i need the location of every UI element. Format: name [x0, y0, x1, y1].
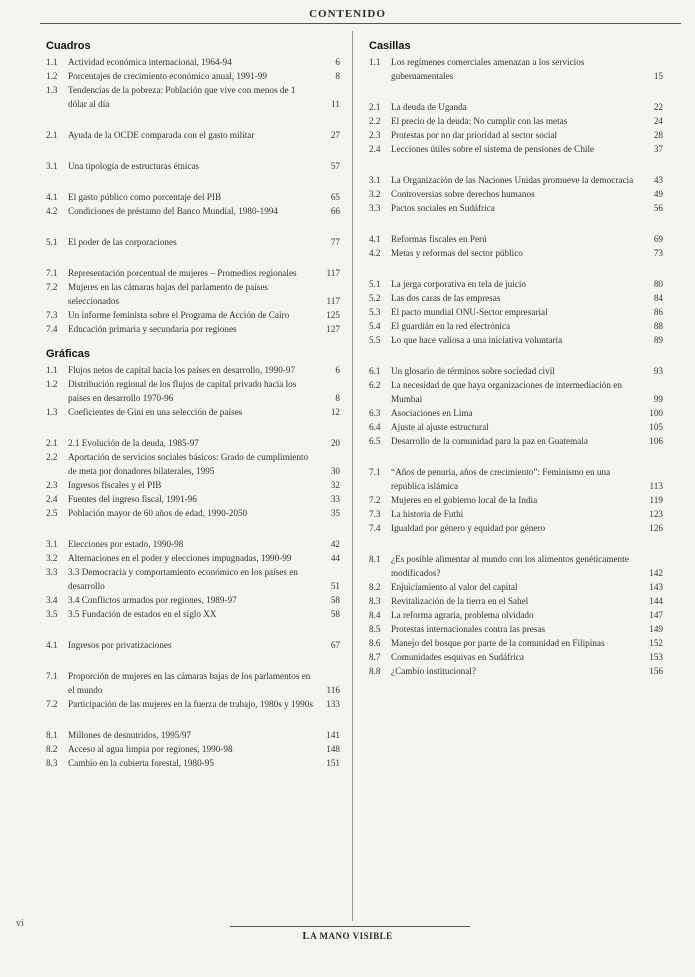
entry-number: 6.2 — [369, 380, 381, 390]
entry-title: El pacto mundial ONU-Sector empresarial — [391, 307, 548, 317]
toc-entry[interactable] — [369, 493, 665, 507]
section-casillas — [369, 55, 665, 678]
entry-number: 7.2 — [46, 699, 58, 709]
entry-title: Distribución regional de los flujos de capital privado hacia los países en desarrollo 1970-96 — [68, 379, 297, 403]
group-spacer — [46, 111, 342, 128]
entry-page: 88 — [653, 321, 663, 331]
toc-entry[interactable] — [369, 333, 665, 347]
entry-title: La jerga corporativa en tela de juicio — [391, 279, 527, 289]
toc-entry[interactable] — [369, 521, 665, 535]
toc-entry[interactable] — [369, 291, 665, 305]
toc-entry[interactable] — [46, 450, 342, 478]
entry-page: 119 — [649, 495, 663, 505]
toc-entry[interactable] — [369, 187, 665, 201]
entry-title: Proporción de mujeres en las cámaras bajas de los parlamentos en el mundo — [68, 671, 311, 695]
entry-title: Educación primaria y secundaria por regiones — [68, 324, 237, 334]
entry-number: 2.1 — [46, 130, 58, 140]
group-spacer — [46, 621, 342, 638]
entry-title: Protestas por no dar prioridad al sector social — [391, 130, 558, 140]
toc-entry[interactable] — [46, 728, 342, 742]
entry-page: 12 — [330, 407, 340, 417]
entry-page: 80 — [653, 279, 663, 289]
entry-number: 2.1 — [46, 438, 58, 448]
entry-page: 127 — [326, 324, 340, 334]
entry-title: Enjuiciamiento al valor del capital — [391, 582, 518, 592]
entry-number: 3.2 — [46, 553, 58, 563]
toc-entry[interactable] — [46, 308, 342, 322]
section-graficas — [46, 363, 342, 770]
entry-page: 84 — [653, 293, 663, 303]
entry-title: El guardián en la red electrónica — [391, 321, 511, 331]
entry-page: 142 — [649, 568, 663, 578]
toc-entry[interactable] — [46, 436, 342, 450]
toc-entry[interactable] — [46, 377, 342, 405]
toc-entry[interactable] — [46, 322, 342, 336]
entry-page: 32 — [330, 480, 340, 490]
entry-page: 73 — [653, 248, 663, 258]
entry-page: 22 — [653, 102, 663, 112]
entry-page: 15 — [653, 71, 663, 81]
toc-entry[interactable] — [369, 55, 665, 83]
entry-title: La reforma agraria, problema olvidado — [391, 610, 534, 620]
entry-title: Asociaciones en Lima — [391, 408, 473, 418]
entry-title: Desarrollo de la comunidad para la paz en Guatemala — [391, 436, 588, 446]
entry-title: Cambio en la cubierta forestal, 1980-95 — [68, 758, 214, 768]
toc-entry[interactable] — [46, 697, 342, 711]
entry-title: La Organización de las Naciones Unidas promueve la democracia — [391, 175, 634, 185]
toc-entry[interactable] — [46, 742, 342, 756]
section-title-casillas: Casillas — [369, 40, 411, 52]
entry-number: 8.2 — [46, 744, 58, 754]
entry-title: Participación de las mujeres en la fuerza de trabajo, 1980s y 1990s — [68, 699, 313, 709]
entry-title: Controversias sobre derechos humanos — [391, 189, 535, 199]
entry-number: 2.4 — [46, 494, 58, 504]
entry-page: 153 — [649, 652, 663, 662]
section-title-cuadros: Cuadros — [46, 40, 91, 52]
entry-page: 8 — [335, 71, 340, 81]
entry-title: El poder de las corporaciones — [68, 237, 177, 247]
toc-entry[interactable] — [369, 100, 665, 114]
toc-entry[interactable] — [369, 201, 665, 215]
toc-entry[interactable] — [46, 55, 342, 69]
section-cuadros — [46, 55, 342, 336]
entry-page: 113 — [649, 481, 663, 491]
entry-title: Aportación de servicios sociales básicos: Grado de cumplimiento de meta por donadores bilaterales, 1995 — [68, 452, 309, 476]
entry-title: Metas y reformas del sector público — [391, 248, 523, 258]
entry-page: 143 — [649, 582, 663, 592]
entry-title: Una tipología de estructuras étnicas — [68, 161, 200, 171]
entry-number: 2.1 — [369, 102, 381, 112]
entry-page: 20 — [330, 438, 340, 448]
toc-entry[interactable] — [369, 552, 665, 580]
toc-entry[interactable] — [369, 580, 665, 594]
entry-page: 105 — [649, 422, 663, 432]
entry-number: 3.1 — [369, 175, 381, 185]
entry-page: 33 — [330, 494, 340, 504]
entry-number: 5.5 — [369, 335, 381, 345]
toc-entry[interactable] — [369, 507, 665, 521]
entry-title: ¿Cambio institucional? — [391, 666, 476, 676]
entry-page: 6 — [335, 365, 340, 375]
entry-number: 3.3 — [46, 567, 58, 577]
entry-number: 7.4 — [46, 324, 58, 334]
entry-number: 7.2 — [369, 495, 381, 505]
entry-number: 5.2 — [369, 293, 381, 303]
entry-page: 37 — [653, 144, 663, 154]
entry-title: El gasto público como porcentaje del PIB — [68, 192, 222, 202]
entry-page: 117 — [326, 268, 340, 278]
entry-title: Igualdad por género y equidad por género — [391, 523, 546, 533]
entry-title: Representación porcentual de mujeres – Promedios regionales — [68, 268, 297, 278]
entry-number: 1.3 — [46, 85, 58, 95]
entry-title: La historia de Futhi — [391, 509, 464, 519]
entry-number: 6.3 — [369, 408, 381, 418]
entry-number: 8.5 — [369, 624, 381, 634]
entry-title: Reformas fiscales en Perú — [391, 234, 487, 244]
entry-number: 5.4 — [369, 321, 381, 331]
entry-page: 149 — [649, 624, 663, 634]
group-spacer — [46, 173, 342, 190]
entry-title: Alternaciones en el poder y elecciones impugnadas, 1990-99 — [68, 553, 292, 563]
entry-page: 77 — [330, 237, 340, 247]
toc-entry[interactable] — [46, 190, 342, 204]
entry-number: 8.3 — [46, 758, 58, 768]
toc-entry[interactable] — [369, 232, 665, 246]
entry-number: 7.4 — [369, 523, 381, 533]
entry-page: 93 — [653, 366, 663, 376]
entry-page: 116 — [326, 685, 340, 695]
entry-number: 2.5 — [46, 508, 58, 518]
entry-number: 8.1 — [46, 730, 58, 740]
toc-entry[interactable] — [369, 173, 665, 187]
toc-entry[interactable] — [46, 638, 342, 652]
entry-page: 152 — [649, 638, 663, 648]
running-footer — [0, 930, 695, 942]
entry-page: 148 — [326, 744, 340, 754]
toc-entry[interactable] — [369, 128, 665, 142]
toc-entry[interactable] — [369, 465, 665, 493]
entry-number: 4.1 — [369, 234, 381, 244]
toc-entry[interactable] — [46, 363, 342, 377]
entry-title: Tendencias de la pobreza: Población que vive con menos de 1 dólar al día — [68, 85, 296, 109]
page-folio: vi — [16, 918, 24, 929]
header-rule — [40, 23, 681, 24]
entry-page: 27 — [330, 130, 340, 140]
entry-title: 2.1 Evolución de la deuda, 1985-97 — [68, 438, 199, 448]
entry-number: 1.1 — [46, 365, 58, 375]
toc-entry[interactable] — [46, 669, 342, 697]
toc-entry[interactable] — [369, 594, 665, 608]
entry-title: Protestas internacionales contra las presas — [391, 624, 546, 634]
entry-title: ¿Es posible alimentar al mundo con los alimentos genéticamente modificados? — [391, 554, 629, 578]
group-spacer — [46, 419, 342, 436]
entry-number: 5.1 — [369, 279, 381, 289]
entry-number: 2.2 — [46, 452, 58, 462]
entry-page: 44 — [330, 553, 340, 563]
entry-title: Las dos caras de las empresas — [391, 293, 501, 303]
toc-entry[interactable] — [369, 434, 665, 448]
left-column — [46, 38, 342, 770]
entry-title: Un informe feminista sobre el Programa de Acción de Cairo — [68, 310, 290, 320]
entry-number: 8.3 — [369, 596, 381, 606]
group-spacer — [46, 142, 342, 159]
entry-page: 125 — [326, 310, 340, 320]
entry-number: 2.4 — [369, 144, 381, 154]
entry-number: 1.2 — [46, 379, 58, 389]
toc-entry[interactable] — [46, 405, 342, 419]
entry-number: 7.1 — [46, 268, 58, 278]
entry-number: 8.2 — [369, 582, 381, 592]
toc-entry[interactable] — [46, 266, 342, 280]
toc-entry[interactable] — [46, 565, 342, 593]
entry-title: Revitalización de la tierra en el Sahel — [391, 596, 529, 606]
toc-entry[interactable] — [46, 83, 342, 111]
entry-page: 126 — [649, 523, 663, 533]
entry-number: 1.3 — [46, 407, 58, 417]
toc-entry[interactable] — [46, 235, 342, 249]
group-spacer — [369, 535, 665, 552]
toc-entry[interactable] — [369, 364, 665, 378]
entry-number: 6.4 — [369, 422, 381, 432]
toc-entry[interactable] — [46, 478, 342, 492]
entry-number: 4.1 — [46, 640, 58, 650]
entry-title: Un glosario de términos sobre sociedad civil — [391, 366, 555, 376]
entry-page: 43 — [653, 175, 663, 185]
entry-page: 151 — [326, 758, 340, 768]
footer-title-rest: A MANO VISIBLE — [310, 931, 393, 941]
entry-title: Porcentajes de crecimiento económico anual, 1991-99 — [68, 71, 267, 81]
entry-title: Condiciones de préstamo del Banco Mundial, 1980-1994 — [68, 206, 278, 216]
entry-page: 8 — [335, 393, 340, 403]
entry-page: 30 — [330, 466, 340, 476]
toc-entry[interactable] — [369, 608, 665, 622]
entry-page: 69 — [653, 234, 663, 244]
entry-page: 106 — [649, 436, 663, 446]
entry-number: 1.1 — [369, 57, 381, 67]
section-title-graficas: Gráficas — [46, 348, 91, 360]
entry-page: 24 — [653, 116, 663, 126]
toc-entry[interactable] — [46, 69, 342, 83]
entry-page: 42 — [330, 539, 340, 549]
entry-page: 56 — [653, 203, 663, 213]
toc-entry[interactable] — [369, 114, 665, 128]
toc-entry[interactable] — [46, 756, 342, 770]
entry-title: Mujeres en las cámaras bajas del parlamento de países seleccionados — [68, 282, 269, 306]
entry-title: Lecciones útiles sobre el sistema de pensiones de Chile — [391, 144, 595, 154]
entry-title: 3.5 Fundación de estados en el siglo XX — [68, 609, 217, 619]
entry-page: 147 — [649, 610, 663, 620]
group-spacer — [46, 520, 342, 537]
group-spacer — [369, 347, 665, 364]
entry-number: 8.6 — [369, 638, 381, 648]
entry-number: 8.7 — [369, 652, 381, 662]
column-divider — [352, 31, 353, 921]
entry-title: Ingresos por privatizaciones — [68, 640, 172, 650]
entry-number: 5.3 — [369, 307, 381, 317]
entry-page: 35 — [330, 508, 340, 518]
entry-page: 58 — [330, 609, 340, 619]
toc-entry[interactable] — [46, 128, 342, 142]
toc-entry[interactable] — [46, 551, 342, 565]
entry-title: La deuda de Uganda — [391, 102, 467, 112]
right-column — [369, 38, 665, 678]
entry-page: 144 — [649, 596, 663, 606]
entry-number: 7.3 — [369, 509, 381, 519]
entry-number: 7.1 — [46, 671, 58, 681]
entry-title: Población mayor de 60 años de edad, 1990-2050 — [68, 508, 248, 518]
entry-page: 28 — [653, 130, 663, 140]
entry-number: 6.1 — [369, 366, 381, 376]
entry-title: Coeficientes de Gini en una selección de países — [68, 407, 243, 417]
entry-number: 2.3 — [46, 480, 58, 490]
entry-page: 51 — [330, 581, 340, 591]
entry-page: 67 — [330, 640, 340, 650]
toc-entry[interactable] — [46, 492, 342, 506]
entry-title: 3.4 Conflictos armados por regiones, 1989-97 — [68, 595, 237, 605]
toc-entry[interactable] — [369, 406, 665, 420]
entry-number: 4.1 — [46, 192, 58, 202]
entry-page: 117 — [326, 296, 340, 306]
toc-entry[interactable] — [46, 204, 342, 218]
entry-number: 2.2 — [369, 116, 381, 126]
toc-entry[interactable] — [369, 378, 665, 406]
toc-entry[interactable] — [46, 537, 342, 551]
group-spacer — [46, 218, 342, 235]
entry-page: 123 — [649, 509, 663, 519]
entry-number: 3.5 — [46, 609, 58, 619]
entry-number: 8.1 — [369, 554, 381, 564]
entry-title: Mujeres en el gobierno local de la India — [391, 495, 538, 505]
entry-number: 8.8 — [369, 666, 381, 676]
entry-number: 3.3 — [369, 203, 381, 213]
entry-page: 58 — [330, 595, 340, 605]
entry-number: 7.3 — [46, 310, 58, 320]
toc-entry[interactable] — [46, 159, 342, 173]
toc-entry[interactable] — [369, 650, 665, 664]
entry-number: 4.2 — [46, 206, 58, 216]
entry-number: 7.1 — [369, 467, 381, 477]
entry-title: Elecciones por estado, 1990-98 — [68, 539, 184, 549]
entry-page: 11 — [331, 99, 340, 109]
entry-number: 2.3 — [369, 130, 381, 140]
entry-title: Acceso al agua limpia por regiones, 1990-98 — [68, 744, 233, 754]
entry-number: 7.2 — [46, 282, 58, 292]
entry-number: 1.2 — [46, 71, 58, 81]
entry-page: 141 — [326, 730, 340, 740]
entry-number: 4.2 — [369, 248, 381, 258]
toc-entry[interactable] — [369, 246, 665, 260]
entry-page: 66 — [330, 206, 340, 216]
entry-title: Millones de desnutridos, 1995/97 — [68, 730, 192, 740]
group-spacer — [369, 156, 665, 173]
entry-page: 49 — [653, 189, 663, 199]
entry-number: 3.2 — [369, 189, 381, 199]
entry-title: “Años de penuria, años de crecimiento”: Feminismo en una república islámica — [391, 467, 611, 491]
entry-title: Actividad económica internacional, 1964-94 — [68, 57, 232, 67]
entry-page: 100 — [649, 408, 663, 418]
toc-entry[interactable] — [369, 305, 665, 319]
entry-number: 1.1 — [46, 57, 58, 67]
toc-entry[interactable] — [369, 420, 665, 434]
toc-entry[interactable] — [46, 593, 342, 607]
entry-title: Ingresos fiscales y el PIB — [68, 480, 162, 490]
entry-number: 8.4 — [369, 610, 381, 620]
entry-page: 65 — [330, 192, 340, 202]
entry-title: La necesidad de que haya organizaciones de intermediación en Mumbai — [391, 380, 622, 404]
entry-number: 6.5 — [369, 436, 381, 446]
entry-page: 99 — [653, 394, 663, 404]
toc-entry[interactable] — [369, 277, 665, 291]
entry-title: 3.3 Democracia y comportamiento económico en los países en desarrollo — [68, 567, 298, 591]
toc-entry[interactable] — [369, 142, 665, 156]
entry-title: Manejo del bosque por parte de la comunidad en Filipinas — [391, 638, 605, 648]
group-spacer — [46, 652, 342, 669]
group-spacer — [369, 260, 665, 277]
entry-number: 3.1 — [46, 161, 58, 171]
entry-page: 86 — [653, 307, 663, 317]
toc-entry[interactable] — [369, 664, 665, 678]
entry-title: Pactos sociales en Sudáfrica — [391, 203, 495, 213]
entry-title: Fuentes del ingreso fiscal, 1991-96 — [68, 494, 197, 504]
toc-entry[interactable] — [369, 636, 665, 650]
toc-entry[interactable] — [46, 506, 342, 520]
group-spacer — [46, 711, 342, 728]
footer-rule — [230, 926, 470, 927]
entry-number: 3.1 — [46, 539, 58, 549]
entry-title: Lo que hace valiosa a una iniciativa voluntaria — [391, 335, 563, 345]
entry-page: 57 — [330, 161, 340, 171]
entry-page: 156 — [649, 666, 663, 676]
group-spacer — [369, 83, 665, 100]
entry-number: 3.4 — [46, 595, 58, 605]
group-spacer — [369, 448, 665, 465]
entry-title: Flujos netos de capital hacia los países en desarrollo, 1990-97 — [68, 365, 296, 375]
entry-title: Los regímenes comerciales amenazan a los servicios gubernamentales — [391, 57, 585, 81]
entry-number: 5.1 — [46, 237, 58, 247]
toc-entry[interactable] — [46, 280, 342, 308]
entry-title: Comunidades esquivas en Sudáfrica — [391, 652, 524, 662]
toc-entry[interactable] — [369, 319, 665, 333]
entry-title: Ayuda de la OCDE comparada con el gasto militar — [68, 130, 255, 140]
entry-page: 89 — [653, 335, 663, 345]
group-spacer — [46, 249, 342, 266]
footer-initial: L — [302, 930, 311, 942]
toc-entry[interactable] — [369, 622, 665, 636]
entry-title: El precio de la deuda: No cumplir con las metas — [391, 116, 568, 126]
toc-entry[interactable] — [46, 607, 342, 621]
entry-page: 6 — [335, 57, 340, 67]
entry-title: Ajuste al ajuste estructural — [391, 422, 489, 432]
group-spacer — [369, 215, 665, 232]
page-title: CONTENIDO — [309, 8, 386, 20]
entry-page: 133 — [326, 699, 340, 709]
